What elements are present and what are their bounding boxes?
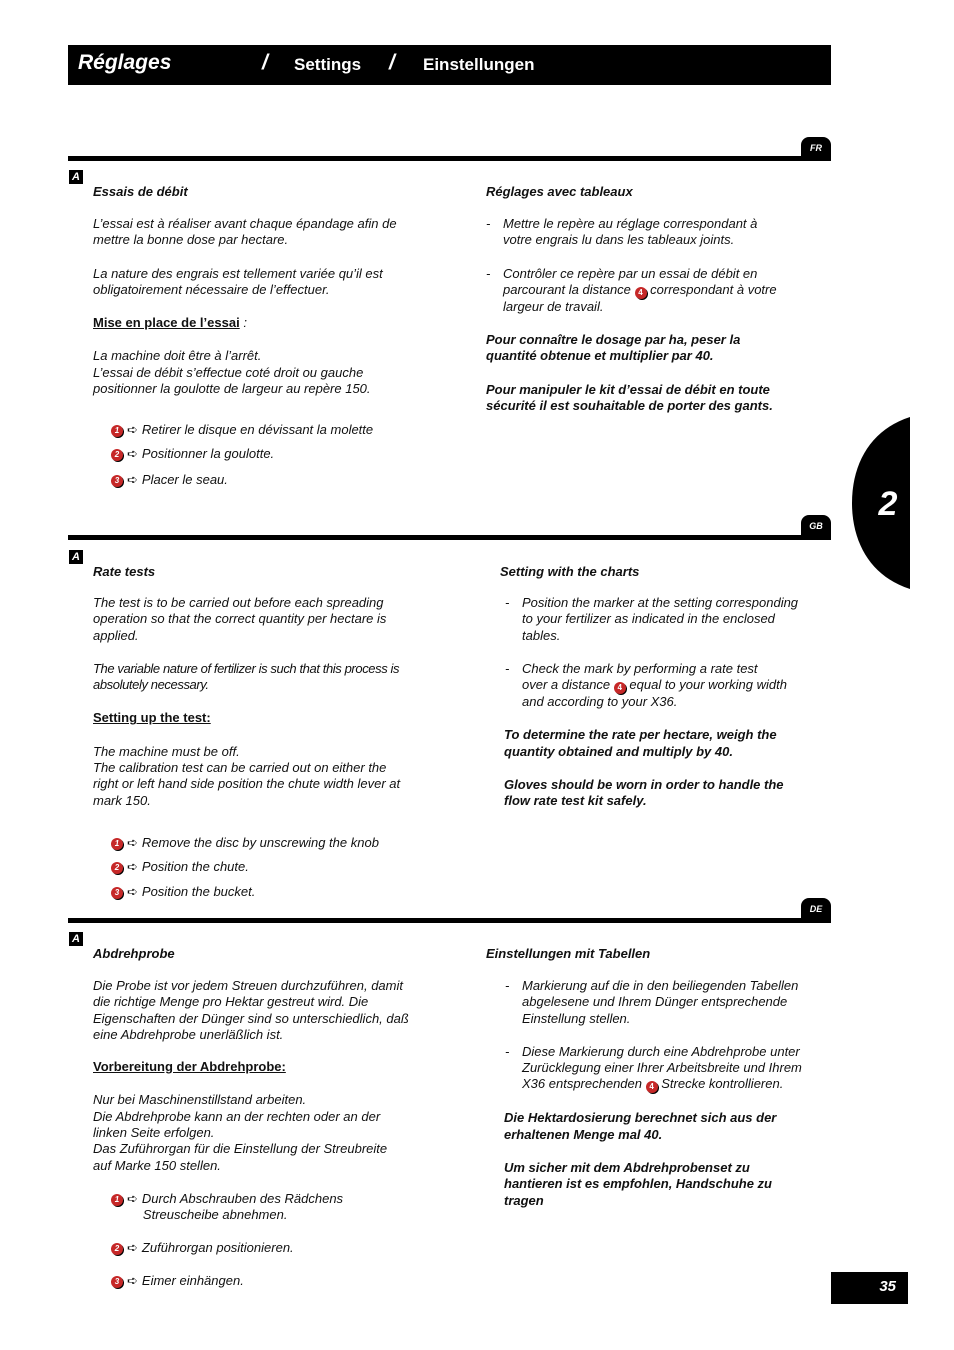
setup-heading: Setting up the test: (93, 710, 211, 726)
paragraph: La machine doit être à l’arrêt. L’essai de débit s’effectue coté droit ou gauche positionner la goulotte de largeur au repère 150. (93, 348, 371, 397)
title-separator: / (262, 51, 268, 74)
de-right-column (486, 946, 821, 1209)
arrow-right-icon: ➪ (127, 835, 138, 850)
title-fr: Réglages (78, 51, 172, 74)
gb-right-column (500, 564, 820, 810)
step-number-icon: 1 (111, 838, 123, 850)
chapter-number: 2 (878, 485, 898, 523)
chapter-tab (852, 417, 910, 589)
dash-item: - Contrôler ce repère par un essai de débit en parcourant la distance 4 correspondant à votre largeur de travail. (486, 265, 777, 314)
arrow-right-icon: ➪ (127, 422, 138, 437)
paragraph: La nature des engrais est tellement variée qu’il est obligatoirement nécessaire de l’effectuer. (93, 265, 383, 297)
dash-item: - Check the mark by performing a rate test over a distance 4 equal to your working width and according to your X36. (505, 660, 787, 710)
paragraph: Die Probe ist vor jedem Streuen durchzuführen, damit die richtige Menge pro Hektar gestreut wird. Die Eigenschaften der Dünger sind so unterschiedlich, daß eine Abdrehprobe unerläßlich ist. (93, 978, 409, 1042)
bold-note: Die Hektardosierung berechnet sich aus der erhaltenen Menge mal 40. (504, 1110, 777, 1142)
paragraph: Nur bei Maschinenstillstand arbeiten. Die Abdrehprobe kann an der rechten oder an der linken Seite erfolgen. Das Zuführorgan für die Einstellung der Streubreite auf Marke 150 stellen. (93, 1092, 388, 1173)
number-4-icon: 4 (646, 1081, 658, 1093)
step-number-icon: 1 (111, 1194, 123, 1206)
section-heading: Setting with the charts (500, 564, 640, 579)
step-number-icon: 2 (111, 862, 123, 874)
section-rule (68, 535, 831, 540)
paragraph: L’essai est à réaliser avant chaque épandage afin de mettre la bonne dose par hectare. (93, 216, 397, 248)
bold-note: Pour connaître le dosage par ha, peser la quantité obtenue et multiplier par 40. (486, 332, 741, 364)
bold-note: Um sicher mit dem Abdrehprobenset zu hantieren ist es empfohlen, Handschuhe zu tragen (504, 1160, 772, 1208)
step-number-icon: 2 (111, 1243, 123, 1255)
arrow-right-icon: ➪ (127, 859, 138, 874)
lang-tab-fr: FR (801, 137, 831, 159)
setup-heading: Mise en place de l’essai : (93, 315, 247, 331)
step-item: 3 ➪ Placer le seau. (111, 472, 228, 488)
lang-tab-gb: GB (801, 515, 831, 537)
step-number-icon: 3 (111, 887, 123, 899)
arrow-right-icon: ➪ (127, 446, 138, 461)
section-rule (68, 918, 831, 923)
section-marker: A (69, 932, 83, 946)
arrow-right-icon: ➪ (127, 1191, 138, 1206)
title-de: Einstellungen (423, 55, 535, 74)
fr-right-column (486, 184, 816, 414)
step-item: 1 ➪ Retirer le disque en dévissant la molette (111, 422, 373, 438)
paragraph: The test is to be carried out before each spreading operation so that the correct quantity per hectare is applied. (93, 595, 387, 643)
number-4-icon: 4 (614, 682, 626, 694)
step-item: 3 ➪ Position the bucket. (111, 884, 255, 900)
title-en: Settings (294, 55, 362, 74)
number-4-icon: 4 (635, 287, 647, 299)
step-number-icon: 3 (111, 1276, 123, 1288)
section-rule (68, 156, 831, 161)
step-item: 2 ➪ Zuführorgan positionieren. (111, 1240, 294, 1256)
fr-left-column (93, 184, 433, 397)
section-heading: Réglages avec tableaux (486, 184, 633, 199)
section-heading: Abdrehprobe (93, 946, 175, 961)
bold-note: Pour manipuler le kit d’essai de débit en toute sécurité il est souhaitable de porter des gants. (486, 381, 773, 414)
setup-heading: Vorbereitung der Abdrehprobe: (93, 1059, 286, 1075)
paragraph: The machine must be off. The calibration test can be carried out on either the right or left hand side position the chute width lever at mark 150. (93, 743, 401, 808)
gb-left-column (93, 564, 438, 809)
lang-tab-de: DE (801, 898, 831, 920)
section-heading: Einstellungen mit Tabellen (486, 946, 651, 961)
step-item: 1 ➪ Remove the disc by unscrewing the knob (111, 835, 379, 851)
section-marker: A (69, 550, 83, 564)
step-number-icon: 1 (111, 425, 123, 437)
header-bar (68, 45, 831, 85)
dash-item: - Mettre le repère au réglage correspondant à votre engrais lu dans les tableaux joints. (486, 216, 758, 248)
dash-item: - Markierung auf die in den beiliegenden Tabellen abgelesene und Ihrem Dünger entsprechende Einstellung stellen. (505, 978, 799, 1026)
step-item: 2 ➪ Positionner la goulotte. (111, 446, 274, 462)
section-heading: Essais de débit (93, 184, 188, 199)
step-item: 2 ➪ Position the chute. (111, 859, 249, 875)
arrow-right-icon: ➪ (127, 472, 138, 487)
arrow-right-icon: ➪ (127, 884, 138, 899)
step-number-icon: 3 (111, 475, 123, 487)
paragraph: The variable nature of fertilizer is such that this process is absolutely necessary. (93, 660, 400, 693)
arrow-right-icon: ➪ (127, 1273, 138, 1288)
step-item: 3 ➪ Eimer einhängen. (111, 1273, 244, 1289)
dash-item: - Position the marker at the setting corresponding to your fertilizer as indicated in the enclosed tables. (505, 595, 799, 643)
bold-note: Gloves should be worn in order to handle the flow rate test kit safely. (504, 777, 784, 809)
arrow-right-icon: ➪ (127, 1240, 138, 1255)
title-separator: / (389, 51, 395, 74)
bold-note: To determine the rate per hectare, weigh the quantity obtained and multiply by 40. (504, 727, 777, 759)
section-heading: Rate tests (93, 564, 156, 579)
step-item: 1 ➪ Durch Abschrauben des Rädchens Streuscheibe abnehmen. (111, 1191, 343, 1224)
step-number-icon: 2 (111, 449, 123, 461)
section-marker: A (69, 170, 83, 184)
de-left-column (93, 946, 438, 1174)
page-number: 35 (831, 1272, 908, 1304)
dash-item: - Diese Markierung durch eine Abdrehprobe unter Zurücklegung einer Ihrer Arbeitsbreite und Ihrem X36 entsprechenden 4 Strecke kontrollieren. (505, 1043, 802, 1092)
